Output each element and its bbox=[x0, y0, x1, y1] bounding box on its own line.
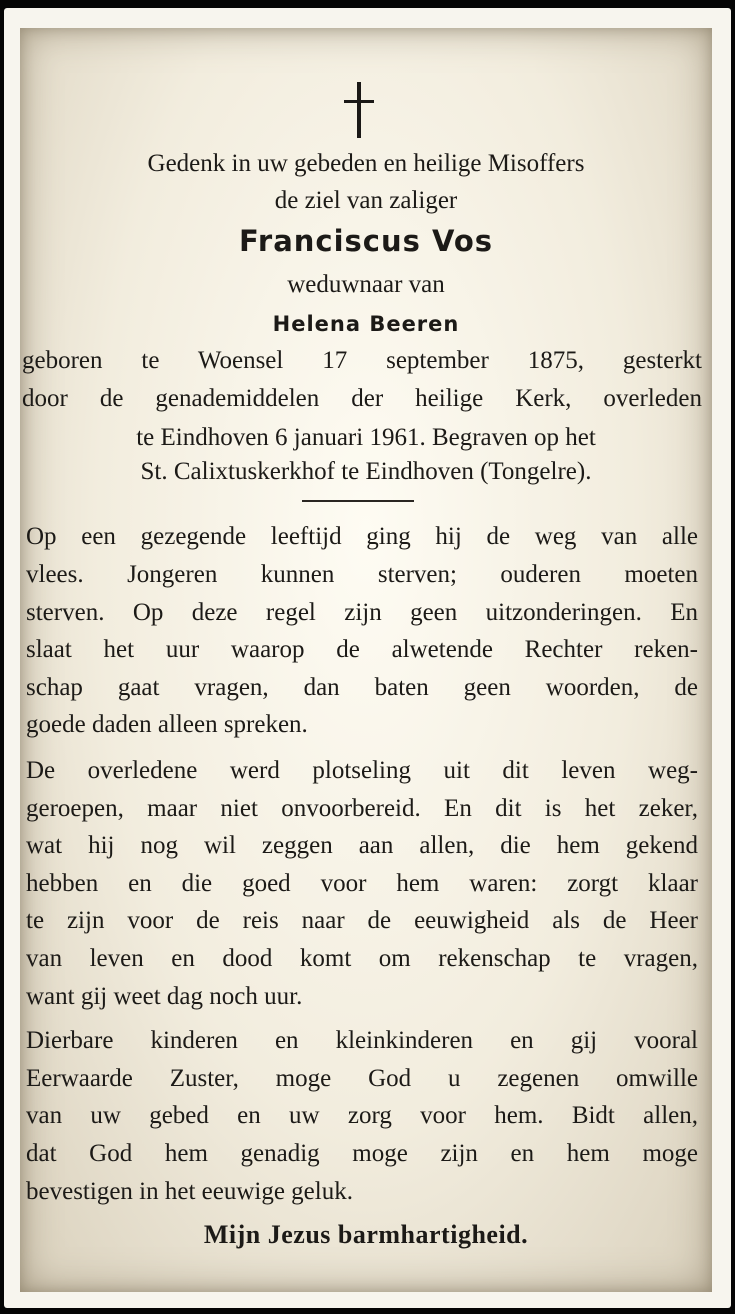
bio-line: geboren te Woensel 17 september 1875, gesterkt bbox=[22, 347, 702, 374]
divider bbox=[302, 500, 414, 502]
paragraph-1-line: slaat het uur waarop de alwetende Rechter reken- bbox=[26, 636, 698, 663]
deceased-name: Franciscus Vos bbox=[238, 224, 494, 258]
paragraph-1-line: vlees. Jongeren kunnen sterven; ouderen moeten bbox=[26, 561, 698, 588]
paragraph-3-line: Eerwaarde Zuster, moge God u zegenen omwille bbox=[26, 1065, 698, 1092]
relation-line: weduwnaar van bbox=[287, 271, 445, 298]
cross-icon bbox=[340, 82, 378, 142]
paragraph-1-line: schap gaat vragen, dan baten geen woorden, de bbox=[26, 674, 698, 701]
paragraph-2-line: geroepen, maar niet onvoorbereid. En dit is het zeker, bbox=[26, 795, 698, 822]
paragraph-1-line: goede daden alleen spreken. bbox=[26, 711, 308, 738]
paragraph-3-line: bevestigen in het eeuwige geluk. bbox=[26, 1178, 353, 1205]
bio-line: St. Calixtuskerkhof te Eindhoven (Tongelre). bbox=[140, 458, 592, 485]
paragraph-2-line: wat hij nog wil zeggen aan allen, die hem gekend bbox=[26, 832, 698, 859]
paragraph-3-line: van uw gebed en uw zorg voor hem. Bidt allen, bbox=[26, 1102, 698, 1129]
paragraph-1-line: Op een gezegende leeftijd ging hij de weg van alle bbox=[26, 523, 698, 550]
memorial-card bbox=[20, 28, 712, 1292]
paragraph-2-line: De overledene werd plotseling uit dit leven weg- bbox=[26, 757, 698, 784]
paragraph-3-line: Dierbare kinderen en kleinkinderen en gij vooral bbox=[26, 1027, 698, 1054]
intro-line-2: de ziel van zaliger bbox=[274, 187, 458, 214]
paragraph-3-line: dat God hem genadig moge zijn en hem moge bbox=[26, 1140, 698, 1167]
paragraph-2-line: van leven en dood komt om rekenschap te vragen, bbox=[26, 945, 698, 972]
paragraph-2-line: want gij weet dag noch uur. bbox=[26, 983, 303, 1010]
paragraph-2-line: te zijn voor de reis naar de eeuwigheid als de Heer bbox=[26, 907, 698, 934]
spouse-name: Helena Beeren bbox=[272, 312, 460, 336]
intro-line-1: Gedenk in uw gebeden en heilige Misoffers bbox=[147, 150, 585, 177]
paragraph-2-line: hebben en die goed voor hem waren: zorgt klaar bbox=[26, 870, 698, 897]
bio-line: door de genademiddelen der heilige Kerk, overleden bbox=[22, 385, 702, 412]
bio-line: te Eindhoven 6 januari 1961. Begraven op het bbox=[136, 424, 596, 451]
paragraph-1-line: sterven. Op deze regel zijn geen uitzonderingen. En bbox=[26, 599, 698, 626]
closing-prayer: Mijn Jezus barmhartigheid. bbox=[203, 1220, 529, 1249]
